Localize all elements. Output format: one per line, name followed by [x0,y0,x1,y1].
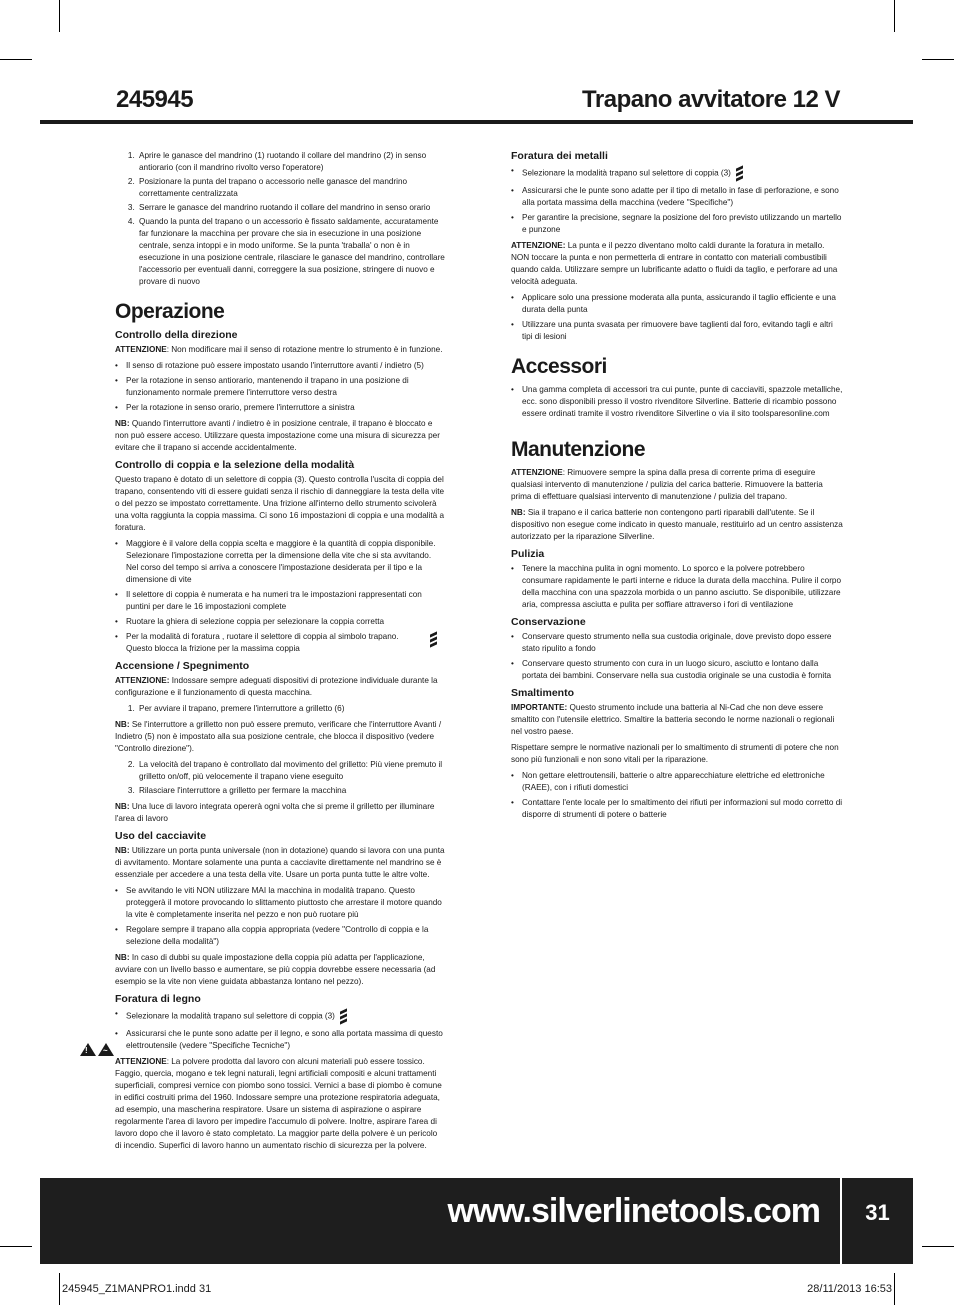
section-heading-accessori: Accessori [511,355,607,378]
list-item-text: Selezionare la modalità trapano sul selettore di coppia (3) [126,1011,335,1021]
list-item: • Assicurarsi che le punte sono adatte per il legno, e sono alla portata massima di questo elettroutensile (vedere "Specifiche Tecniche") [126,1028,445,1052]
note-label: NB: [115,802,130,811]
crop-mark [59,0,60,32]
warning-triangle-icon: ! [80,1043,96,1056]
note-label: NB: [115,419,130,428]
warning-icons [80,1043,114,1056]
wood-warning [115,1056,445,1152]
note-text: Quando l'interruttore avanti / indietro è in posizione centrale, il trapano è bloccato e non può essere acceso. Utilizzare questa impostazione come una misura di sicurezza per evitare che il trapano si accende accidentalmente. [115,419,440,452]
onoff-step-1 [115,703,445,715]
crop-mark [0,1246,32,1247]
note-label: NB: [115,720,130,729]
list-item [126,1008,445,1025]
list-item: • Per garantire la precisione, segnare la posizione del foro previsto utilizzando un martello e punzone [522,212,843,236]
right-column [511,150,843,825]
page-number-box [842,1178,913,1264]
list-item: 3. Serrare le ganasce del mandrino ruotando il collare del mandrino in senso orario [137,202,445,214]
disposal-important [511,702,843,738]
direction-warning [115,344,445,356]
crop-mark [894,1273,895,1305]
note-text: Sia il trapano e il carica batterie non contengono parti riparabili dall'utente. Se il dispositivo non esegue come indicato in questo manuale, restituirlo ad un centro assistenza autorizzato per la riparazione Silverline. [511,508,843,541]
subheading-wood: Foratura di legno [115,993,201,1005]
crop-mark [59,1273,60,1305]
subheading-screwdriver: Uso del cacciavite [115,830,207,842]
list-item: • Applicare solo una pressione moderata alla punta, assicurando il taglio efficiente e una durata della punta [522,292,843,316]
page-number: 31 [865,1200,890,1225]
note-label: NB: [115,953,130,962]
note-label: NB: [115,846,130,855]
list-item: • Tenere la macchina pulita in ogni momento. Lo sporco e la polvere potrebbero consumare rapidamente le parti interne e riduce la durata della macchina. Pulire il corpo della macchina con una spazzola morbida o un panno asciutto. Se disponibile, utilizzare aria, compressa asciutta e pulita per soffiare attraverso i fori di ventilazione [522,563,843,611]
list-item: • Non gettare elettroutensili, batterie o altre apparecchiature elettriche ed elettroniche (RAEE), con i rifiuti domestici [522,770,843,794]
storage-list [511,631,843,682]
list-item: 3. Rilasciare l'interruttore a grilletto per fermare la macchina [137,785,445,797]
list-item-text: Selezionare la modalità trapano sul selettore di coppia (3) [522,168,731,178]
website-link[interactable]: www.silverlinetools.com [447,1192,820,1230]
metal-list [511,165,843,236]
list-item: • Per la rotazione in senso orario, premere l'interruttore a sinistra [126,402,445,414]
product-code: 245945 [116,86,194,113]
screwdriver-note [115,845,445,881]
list-item: 2. Posizionare la punta del trapano o accessorio nelle ganasce del mandrino correttamente centralizzata [137,176,445,200]
torque-text: Questo trapano è dotato di un selettore di coppia (3). Questo controlla l'uscita di coppia del trapano, consentendo viti di essere guidati senza il rischio di danneggiare la testa della vite o del pezzo se impostato correttamente. Una frizione all'interno dello strumento scivolerà una volta raggiunta la coppia massima. Ci sono 16 impostazioni di coppia e una modalità a foratura. [115,475,445,532]
chuck-steps [115,150,445,288]
list-item: • Maggiore è il valore della coppia scelta e maggiore è la quantità di coppia disponibile. Selezionare l'impostazione corretta per la dimensione della vite che si sta avvitando. Nel corso del tempo si arriva a conoscere l'impostazione desiderata per il tipo e la dimensione di vite [126,538,445,586]
list-item: 1. Aprire le ganasce del mandrino (1) ruotando il collare del mandrino (2) in senso antiorario (con il mandrino rivolto verso l'operatore) [137,150,445,174]
note-text: Una luce di lavoro integrata opererà ogni volta che si preme il grilletto per illuminare l'area di lavoro [115,802,435,823]
screwdriver-list [115,885,445,948]
list-item: • Per la rotazione in senso antiorario, mantenendo il trapano in una posizione di funzionamento normale premere l'interruttore verso destra [126,375,445,399]
section-heading-manutenzione: Manutenzione [511,438,645,461]
drill-mode-icon [736,165,743,182]
cleaning-list [511,563,843,611]
screwdriver-note-2 [115,952,445,988]
disposal-list [511,770,843,821]
metal-warning [511,240,843,288]
header-rule [40,120,913,124]
list-item: • Una gamma completa di accessori tra cui punte, punte di cacciaviti, spazzole metalliche, ecc. sono disponibili presso il vostro rivenditore Silverline. Batterie di ricambio possono essere ordinati tramite il vostro rivenditore Silverline o via il sito toolsparesonline.com [522,384,843,420]
direction-note [115,418,445,454]
maintenance-note [511,507,843,543]
list-item: • Il selettore di coppia è numerata e ha numeri tra le impostazioni rappresentati con puntini per dare le 16 impostazioni complete [126,589,445,613]
warning-text: : Rimuovere sempre la spina dalla presa di corrente prima di eseguire qualsiasi intervento di manutenzione / pulizia del carica batterie. Rimuovere la batteria prima di effettuare qualsiasi intervento di manutenzione / pulizia del trapano. [511,468,823,501]
crop-mark [894,0,895,32]
crop-mark [922,1246,954,1247]
warning-label: ATTENZIONE: [115,676,170,685]
subheading-onoff: Accensione / Spegnimento [115,660,250,672]
list-item: • Ruotare la ghiera di selezione coppia per selezionare la coppia corretta [126,616,445,628]
list-item: • Contattare l'ente locale per lo smaltimento dei rifiuti per informazioni sul modo corretto di disporre di strumenti di potere o batterie [522,797,843,821]
subheading-cleaning: Pulizia [511,548,545,560]
torque-list [115,538,445,655]
wood-list [115,1008,445,1052]
warning-text: : La polvere prodotta dal lavoro con alcuni materiali può essere tossico. Faggio, quercia, mogano e tek legni naturali, legni artificiali compositi e alcuni trattamenti superficiali, compresi vernice con piombo sono tossici. Vernici a base di piombo è comune in edifici costruiti prima del 1960. Indossare sempre una protezione respiratoria adeguata, ad esempio, una mascherina respiratore. Usare un sistema di aspirazione o aspirare regolarmente l'area di lavoro per impedire l'accumulo di polvere. Inoltre, aspirare l'area di lavoro dopo che il lavoro è stato completato. La maggior parte della polvere è un pericolo di incendio. Superfici di lavoro hanno un aumentato rischio di sicurezza per la polvere. [115,1057,442,1150]
warning-text: La punta e il pezzo diventano molto caldi durante la foratura in metallo. NON toccare la punta e non permetterla di entrare in contatto con materiali combustibili quando calda. Utilizzare sempre un lubrificante adatto o fluidi da taglio, e perforare ad una velocità adeguata. [511,241,838,286]
subheading-metal: Foratura dei metalli [511,150,608,162]
list-item: 1. Per avviare il trapano, premere l'interruttore a grilletto (6) [137,703,445,715]
list-item: 4. Quando la punta del trapano o un accessorio è fissato saldamente, accuratamente far funzionare la macchina per provare che sia in esecuzione in una posizione centrale, senza intoppi e in modo uniforme. Se la punta 'traballa' o non è in esecuzione in una posizione centrale, rilasciare le ganasce del mandrino, controllare l'accessorio per eventuali danni, correggere la sua posizione, stringere di nuovo e provare di nuovo [137,216,445,288]
page-title: Trapano avvitatore 12 V [582,86,840,113]
dust-hazard-icon: ~ [98,1043,114,1056]
important-text: Questo strumento include una batteria al Ni-Cad che non deve essere smaltito con l'utensile elettrico. Smaltire la batteria secondo le norme nazionali o regionali nel vostro paese. [511,703,835,736]
list-item: • Conservare questo strumento nella sua custodia originale, dove previsto dopo essere stato ripulito a fondo [522,631,843,655]
crop-mark [922,59,954,60]
list-item: • Regolare sempre il trapano alla coppia appropriata (vedere "Controllo di coppia e la selezione della modalità") [126,924,445,948]
crop-mark [0,59,32,60]
list-item: • Utilizzare una punta svasata per rimuovere bave taglienti dal foro, evitando tagli e altri tipi di lesioni [522,319,843,343]
metal-list-2 [511,292,843,343]
slug-filename: 245945_Z1MANPRO1.indd 31 [62,1283,212,1295]
list-item: • Se avvitando le viti NON utilizzare MAI la macchina in modalità trapano. Questo proteggerà il motore provocando lo slittamento piuttosto che arrestare il motore quando la vite è completamente inserita nel pezzo e non può ruotare più [126,885,445,921]
accessories-list [511,384,843,420]
list-item: • Il senso di rotazione può essere impostato usando l'interruttore avanti / indietro (5) [126,360,445,372]
important-label: IMPORTANTE: [511,703,568,712]
list-item: • Conservare questo strumento con cura in un luogo sicuro, asciutto e lontano dalla portata dei bambini. Conservare nella sua custodia originale se una custodia è fornita [522,658,843,682]
list-item [522,165,843,182]
maintenance-warning [511,467,843,503]
drill-mode-icon [430,631,437,648]
subheading-disposal: Smaltimento [511,687,575,699]
warning-text: Indossare sempre adeguati dispositivi di protezione individuale durante la configurazione e il funzionamento di questa macchina. [115,676,438,697]
note-label: NB: [511,508,526,517]
list-item-text: Per la modalità di foratura , ruotare il selettore di coppia al simbolo trapano. Questo blocca la frizione per la massima coppia [126,632,399,653]
disposal-text: Rispettare sempre le normative nazionali per lo smaltimento di strumenti di potere che non sono più funzionali e non sono vitali per la riparazione. [511,743,839,764]
onoff-note-2 [115,801,445,825]
subheading-storage: Conservazione [511,616,586,628]
note-text: Se l'interruttore a grilletto non può essere premuto, verificare che l'interruttore Avanti / Indietro (5) non è impostato alla sua posizione centrale, che blocca il dispositivo (vedere "Controllo direzione"). [115,720,442,753]
drill-mode-icon [340,1008,347,1025]
warning-label: ATTENZIONE [511,468,563,477]
note-text: In caso di dubbi su quale impostazione della coppia più adatta per l'applicazione, avviare con un livello basso e aumentare, se più coppia dovrebbe essere necessaria (ad esempio se la vite non viene guidata abbastanza lontano nel pezzo). [115,953,436,986]
onoff-steps [115,759,445,797]
list-item: • Assicurarsi che le punte sono adatte per il tipo di metallo in fase di perforazione, e sono alla portata massima della macchina (vedere "Specifiche") [522,185,843,209]
warning-label: ATTENZIONE [115,1057,167,1066]
warning-label: ATTENZIONE [115,345,167,354]
subheading-direction: Controllo della direzione [115,329,238,341]
warning-text: : Non modificare mai il senso di rotazione mentre lo strumento è in funzione. [166,345,443,354]
left-column [115,150,445,1156]
warning-label: ATTENZIONE: [511,241,566,250]
footer-bar [40,1178,840,1264]
section-heading-operazione: Operazione [115,300,225,323]
list-item: 2. La velocità del trapano è controllato dal movimento del grilletto: Più viene premuto il grilletto on/off, più velocemente il trapano viene eseguito [137,759,445,783]
onoff-warning [115,675,445,699]
slug-date: 28/11/2013 16:53 [807,1283,892,1295]
list-item [126,631,445,655]
subheading-torque: Controllo di coppia e la selezione della modalità [115,459,355,471]
onoff-note-1 [115,719,445,755]
note-text: Utilizzare un porta punta universale (non in dotazione) quando si lavora con una punta di avvitamento. Montare solamente una punta a cacciavite direttamente nel mandrino se è essenziale per accedere a una testa della vite. Usare un porta punta tutte le altre volte. [115,846,445,879]
direction-list [115,360,445,414]
